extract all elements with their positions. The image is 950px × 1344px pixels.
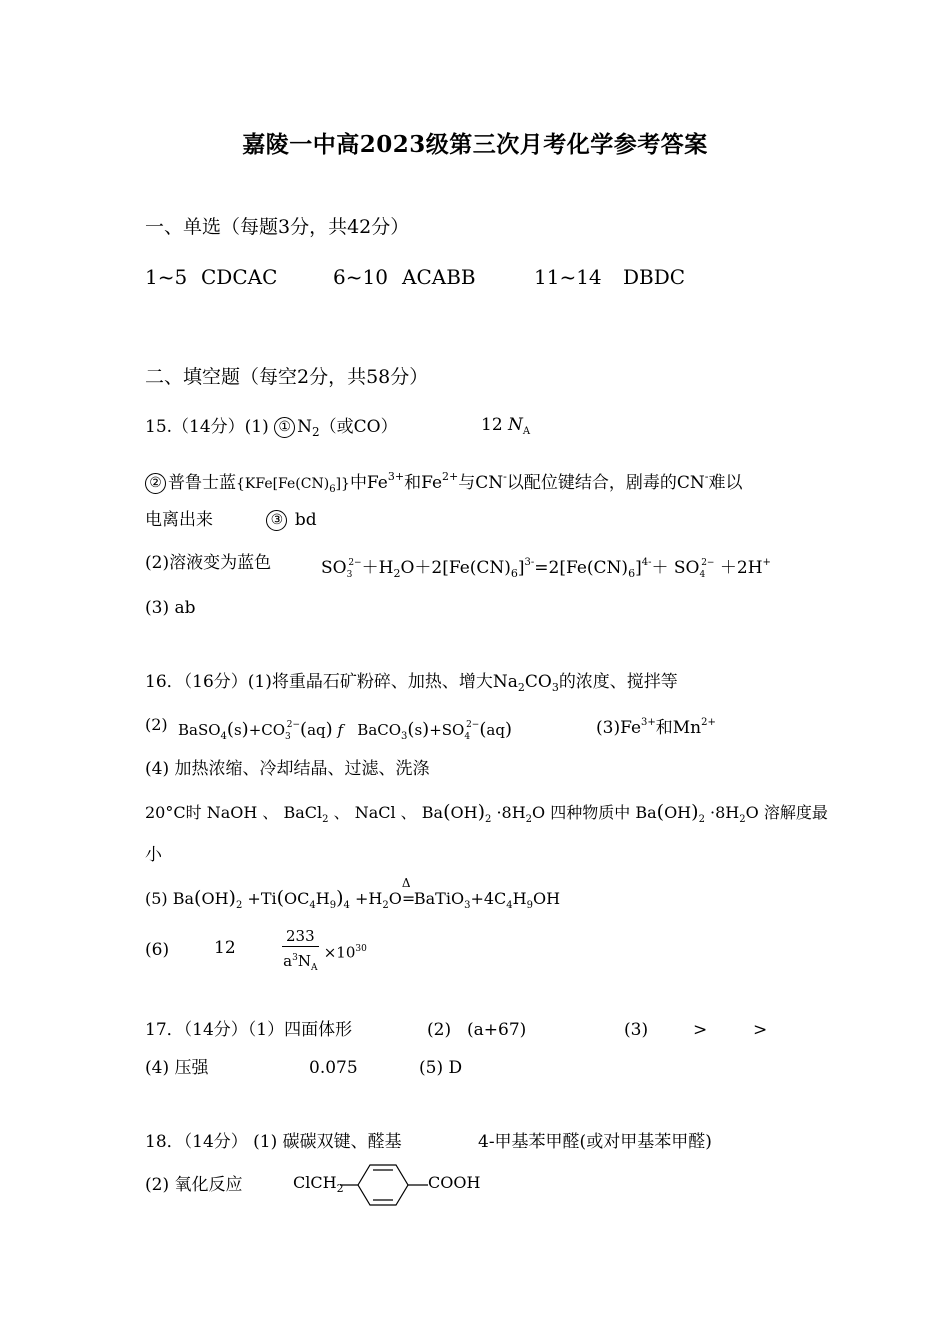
kfe-formula-end: ]}: [335, 476, 350, 492]
q16-line6: 小: [145, 845, 162, 865]
q16-solubility-end: 溶解度最: [763, 803, 828, 822]
structure-left-group: [293, 1173, 344, 1195]
q17-part4-label: (4) 压强: [145, 1058, 209, 1078]
circle-two-icon: ②: [145, 473, 166, 494]
mc-range-2: 6~10: [333, 265, 388, 289]
q15-line2-tail: 以配位键结合，剧毒的CN: [506, 473, 705, 493]
q16-solubility-start: 20°C时 NaOH 、 BaCl: [145, 803, 323, 822]
q17-gt-1: >: [693, 1020, 708, 1040]
q17-part5: (5) D: [419, 1058, 463, 1078]
den-a-sub: A: [310, 963, 318, 973]
q15-line1: [145, 415, 398, 444]
cn-charge-2: -: [704, 470, 709, 483]
q16-part6: [145, 938, 169, 962]
density-fraction: [282, 926, 367, 979]
prussian-blue: 普鲁士蓝: [168, 473, 236, 493]
q16-line1: 16．（16分）(1)将重晶石矿粉碎、加热、增大$Na_2CO_3$的浓度、搅拌等: [145, 672, 678, 694]
na-value: [481, 415, 530, 437]
q16-part5: (5) $Ba(OH)_2 +Ti(OC_4H_9)_4 +H_2O$ Δ $=BaTiO_3+4C_4H_9OH$: [145, 876, 561, 911]
q16-part6-label: (6): [145, 940, 170, 960]
q18-part1-b: 4-甲基苯甲醛(或对甲基苯甲醛): [478, 1132, 712, 1152]
fraction-multiplier: ×10: [323, 943, 356, 962]
kfe-formula: {KFe[Fe(CN): [236, 476, 330, 492]
q17-line2: [145, 1056, 785, 1080]
structure-right-group: COOH: [428, 1173, 481, 1192]
q16-part3-and: 和Mn: [655, 718, 702, 738]
benzene-ring-icon: [340, 1160, 432, 1210]
q17-gt-2: >: [753, 1020, 768, 1040]
den-a: a: [283, 952, 293, 970]
q17-line1: [145, 1018, 785, 1042]
q16-part6-value: 12: [214, 938, 236, 958]
den-exp: 3: [292, 953, 298, 963]
q16-head: 16．（16分）(1)将重晶石矿粉碎、加热、增大Na: [145, 672, 518, 692]
q15-line2-mid: 中Fe: [349, 473, 388, 493]
q15-line3: [145, 508, 317, 532]
q15-line2: [145, 465, 742, 502]
clch2-subscript: 2: [336, 1182, 344, 1195]
with-cn: 与CN: [458, 473, 504, 493]
q17-part3-label: (3): [624, 1020, 649, 1040]
equilibrium-equation: $BaSO_4(s)+CO_3^{2-}(aq)$ f $BaCO_3(s)+SO_4^{2-}(aq)$: [178, 719, 512, 742]
and-fe: 和Fe: [404, 473, 443, 493]
q18-part1: (1) 碳碳双键、醛基: [253, 1132, 402, 1152]
q18-part2: (2) 氧化反应: [145, 1175, 243, 1195]
fraction-exponent: 30: [355, 944, 367, 954]
redox-equation: $SO_3^{2-}+H_2O+2[Fe(CN)_6]^{3-}=2[Fe(CN)_6]^{4-}+ SO_4^{2-} +2H^+$: [321, 557, 771, 580]
q15-line2-end: 难以: [708, 473, 743, 493]
q16-line2: (2) $BaSO_4(s)+CO_3^{2-}(aq)$ f $BaCO_3(s)+SO_4^{2-}(aq)$: [145, 713, 785, 737]
q18-head: 18．（14分）: [145, 1132, 248, 1152]
den-n: N: [297, 952, 311, 970]
section2-heading: 二、填空题（每空2分，共58分）: [145, 366, 429, 388]
q16-part4: (4) 加热浓缩、冷却结晶、过滤、洗涤: [145, 759, 430, 779]
q17-part4-value: 0.075: [309, 1058, 358, 1078]
fraction-numerator: 233: [282, 926, 319, 947]
cn-charge-1: -: [503, 470, 507, 483]
q16-part3-label: (3)Fe: [596, 718, 642, 738]
kfe-subscript: 6: [329, 484, 336, 495]
mc-range-1: 1~5: [145, 265, 188, 289]
q17-part2-value: (a+67): [467, 1020, 527, 1040]
q15-part3: (3) ab: [145, 598, 196, 618]
q16-line5: 20°C时 NaOH 、 BaCl$_2$ 、 NaCl 、 $Ba(OH)_2 \cdot 8H_2O$ 四种物质中 $Ba(OH)_2 \cdot 8H_2O$ 溶解度最: [145, 801, 828, 825]
mc-answers-2: ACABB: [402, 265, 476, 289]
q15-head: 15.（14分）(1): [145, 417, 269, 437]
section1-heading: 一、单选（每题3分，共42分）: [145, 216, 410, 238]
or-co: （或CO）: [319, 417, 398, 437]
mc-range-3: 11~14: [534, 265, 602, 289]
n2-subscript: 2: [312, 425, 320, 439]
circle-one-icon: ①: [274, 417, 295, 438]
q17-head: 17．（14分）（1）四面体形: [145, 1020, 353, 1040]
mc-answers-3: DBDC: [623, 265, 686, 289]
q15-bd: bd: [294, 510, 317, 530]
fe2-charge: 2+: [442, 470, 459, 483]
fe3-charge: 3+: [387, 470, 405, 483]
page-title: 嘉陵一中高2023级第三次月考化学参考答案: [242, 131, 708, 158]
q18-line1: [145, 1130, 785, 1154]
mc-answers-1: CDCAC: [201, 265, 278, 289]
na-symbol: N: [508, 415, 523, 435]
n2-formula: N: [297, 417, 313, 437]
q16-part3: $(3)Fe^{3+}$和$Mn^{2+}$: [596, 717, 716, 738]
na-subscript: A: [522, 426, 531, 437]
q17-part2-label: (2): [427, 1020, 452, 1040]
q15-line3-text: 电离出来: [145, 510, 213, 530]
circle-three-icon: ③: [266, 510, 287, 531]
fraction-denominator: [282, 947, 319, 979]
clch2-label: ClCH: [293, 1173, 337, 1192]
q15-line4: [145, 551, 785, 580]
q15-part2-label: (2)溶液变为蓝色: [145, 553, 272, 573]
na-coefficient: 12: [481, 415, 503, 435]
q18-line2: [145, 1173, 242, 1197]
